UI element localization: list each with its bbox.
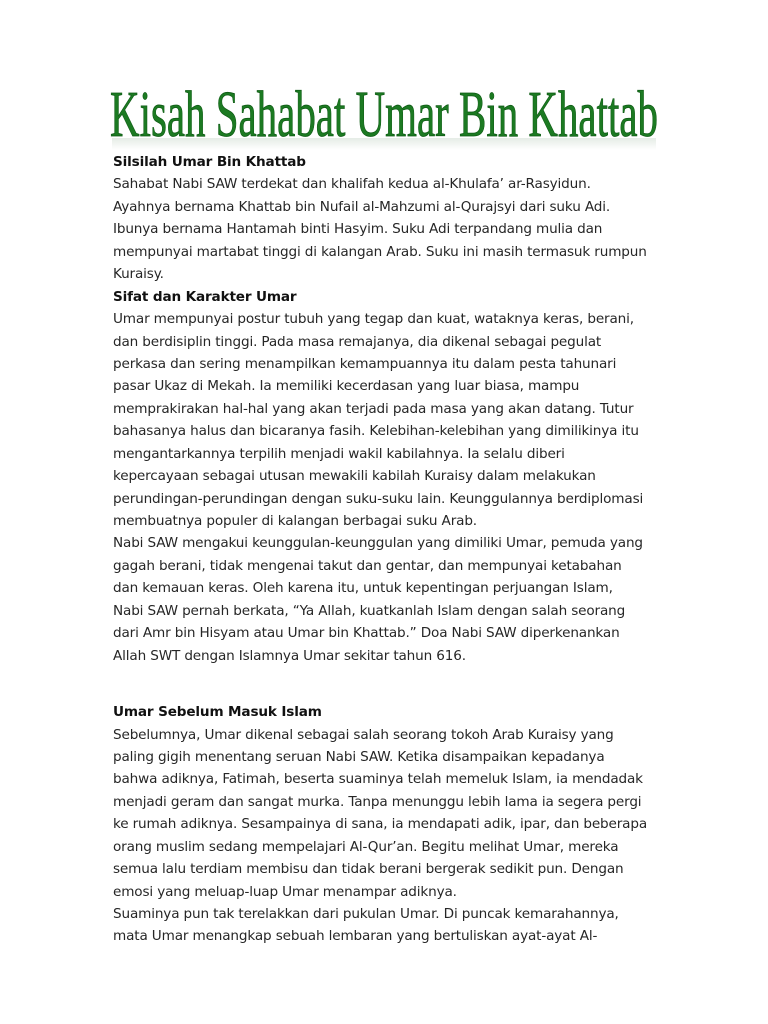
paragraph-line: Ibunya bernama Hantamah binti Hasyim. Suku Adi terpandang mulia dan (113, 221, 603, 238)
section-spacer (113, 667, 683, 701)
section-heading: Silsilah Umar Bin Khattab (113, 154, 306, 170)
document-title (108, 76, 668, 150)
paragraph-line: perundingan-perundingan dengan suku-suku lain. Keunggulannya berdiplomasi (113, 490, 644, 507)
paragraph-line: Sahabat Nabi SAW terdekat dan khalifah kedua al-Khulafa’ ar-Rasyidun. (113, 176, 591, 193)
paragraph-line: Sebelumnya, Umar dikenal sebagai salah seorang tokoh Arab Kuraisy yang (113, 726, 614, 743)
paragraph-line: Umar mempunyai postur tubuh yang tegap dan kuat, wataknya keras, berani, (113, 311, 634, 328)
paragraph-line: semua lalu terdiam membisu dan tidak berani bergerak sedikit pun. Dengan (113, 861, 624, 878)
document-body (113, 151, 683, 948)
paragraph-line: mempunyai martabat tinggi di kalangan Arab. Suku ini masih termasuk rumpun (113, 243, 647, 260)
paragraph-line: membuatnya populer di kalangan berbagai suku Arab. (113, 513, 477, 529)
paragraph-line: Allah SWT dengan Islamnya Umar sekitar tahun 616. (113, 647, 466, 664)
paragraph-line: menjadi geram dan sangat murka. Tanpa menunggu lebih lama ia segera pergi (113, 793, 642, 810)
paragraph-line: Suaminya pun tak terelakkan dari pukulan Umar. Di puncak kemarahannya, (113, 906, 619, 922)
paragraph-line: memprakirakan hal-hal yang akan terjadi pada masa yang akan datang. Tutur (113, 400, 634, 417)
paragraph-line: Nabi SAW pernah berkata, “Ya Allah, kuatkanlah Islam dengan salah seorang (113, 602, 626, 619)
paragraph-line: pasar Ukaz di Mekah. Ia memiliki kecerdasan yang luar biasa, mampu (113, 378, 580, 395)
title-wordart (108, 76, 668, 150)
paragraph-line: perkasa dan sering menampilkan kemampuannya itu dalam pesta tahunari (113, 355, 617, 372)
paragraph-line: mengantarkannya terpilih menjadi wakil kabilahnya. Ia selalu diberi (113, 445, 565, 462)
paragraph-line: dan berdisiplin tinggi. Pada masa remajanya, dia dikenal sebagai pegulat (113, 333, 602, 350)
paragraph-line: mata Umar menangkap sebuah lembaran yang bertuliskan ayat-ayat Al- (113, 928, 598, 945)
paragraph-line: Ayahnya bernama Khattab bin Nufail al-Mahzumi al-Qurajsyi dari suku Adi. (113, 198, 611, 215)
paragraph-line: bahasanya halus dan bicaranya fasih. Kelebihan-kelebihan yang dimilikinya itu (113, 423, 639, 440)
paragraph-line: Kuraisy. (113, 266, 164, 283)
paragraph-line: emosi yang meluap-luap Umar menampar adiknya. (113, 883, 457, 900)
paragraph-line: Nabi SAW mengakui keunggulan-keunggulan yang dimiliki Umar, pemuda yang (113, 535, 643, 552)
paragraph-line: dari Amr bin Hisyam atau Umar bin Khattab.” Doa Nabi SAW diperkenankan (113, 625, 620, 642)
paragraph-line: gagah berani, tidak mengenai takut dan gentar, dan mempunyai ketabahan (113, 557, 622, 574)
paragraph-line: bahwa adiknya, Fatimah, beserta suaminya telah memeluk Islam, ia mendadak (113, 771, 643, 788)
section-heading: Sifat dan Karakter Umar (113, 288, 297, 305)
paragraph-line: ke rumah adiknya. Sesampainya di sana, ia mendapati adik, ipar, dan beberapa (113, 816, 648, 833)
section-heading: Umar Sebelum Masuk Islam (113, 704, 322, 721)
title-text: Kisah Sahabat Umar Bin Khattab (110, 78, 658, 150)
paragraph-line: kepercayaan sebagai utusan mewakili kabilah Kuraisy dalam melakukan (113, 468, 596, 485)
paragraph-line: orang muslim sedang mempelajari Al-Qur’an. Begitu melihat Umar, mereka (113, 838, 619, 855)
paragraph-line: dan kemauan keras. Oleh karena itu, untuk kepentingan perjuangan Islam, (113, 580, 613, 597)
paragraph-line: paling gigih menentang seruan Nabi SAW. Ketika disampaikan kepadanya (113, 748, 605, 765)
